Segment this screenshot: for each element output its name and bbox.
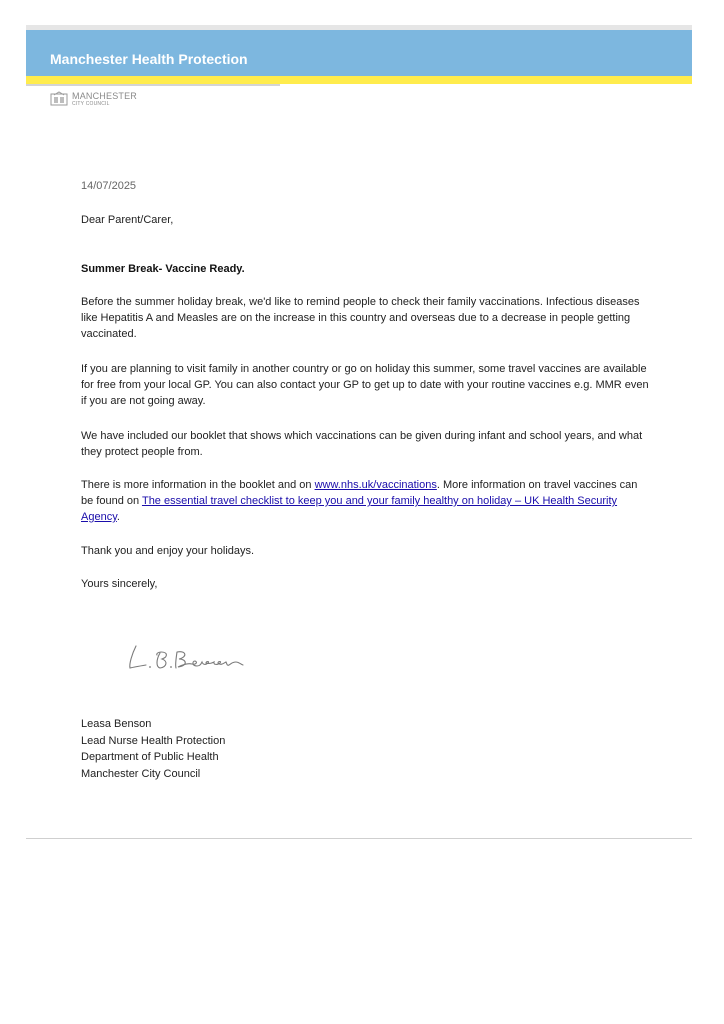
crest-icon <box>50 91 68 107</box>
header-yellow-band <box>26 76 692 84</box>
more-info-text-2: . More information on travel vaccines can be found on <box>81 479 638 507</box>
paragraph-more-info <box>81 477 651 525</box>
signatory-role: Lead Nurse Health Protection <box>81 734 226 747</box>
more-info-text-1: There is more information in the booklet and on <box>81 479 315 491</box>
nhs-vaccinations-link[interactable]: www.nhs.uk/vaccinations <box>314 479 437 491</box>
closing-line: Yours sincerely, <box>81 578 158 590</box>
council-logo <box>50 90 137 108</box>
header-banner <box>26 30 692 76</box>
council-logo-name: MANCHESTER <box>72 90 138 101</box>
letter-date: 14/07/2025 <box>81 180 137 192</box>
handwritten-signature <box>126 640 248 676</box>
signatory-organisation: Manchester City Council <box>81 767 201 780</box>
paragraph-intro: Before the summer holiday break, we'd like to remind people to check their family vaccinations. Infectious diseases like Hepatitis A and Measles are on the increase in this country and overseas due to a decrease in people getting vaccinated. <box>81 296 640 340</box>
more-info-text-3: . <box>116 511 120 523</box>
letter-subject: Summer Break- Vaccine Ready. <box>81 263 245 275</box>
ukhsa-travel-checklist-link[interactable]: The essential travel checklist to keep you and your family healthy on holiday – UK Health Security Agency <box>81 495 618 523</box>
council-logo-text <box>72 92 137 107</box>
paragraph-booklet: We have included our booklet that shows which vaccinations can be given during infant and school years, and what they protect people from. <box>81 430 643 458</box>
signature-block <box>81 716 225 782</box>
signatory-name: Leasa Benson <box>81 718 152 730</box>
salutation: Dear Parent/Carer, <box>81 214 174 226</box>
signatory-department: Department of Public Health <box>81 751 219 763</box>
thanks-line: Thank you and enjoy your holidays. <box>81 545 255 557</box>
council-logo-sub: CITY COUNCIL <box>72 100 110 107</box>
paragraph-travel: If you are planning to visit family in another country or go on holiday this summer, some travel vaccines are available for free from your local GP. You can also contact your GP to get up to date with your routine vaccines e.g. MMR even if you are not going away. <box>81 363 649 407</box>
header-grey-underline <box>26 84 280 86</box>
banner-title: Manchester Health Protection <box>50 51 248 67</box>
bottom-rule <box>26 838 692 839</box>
